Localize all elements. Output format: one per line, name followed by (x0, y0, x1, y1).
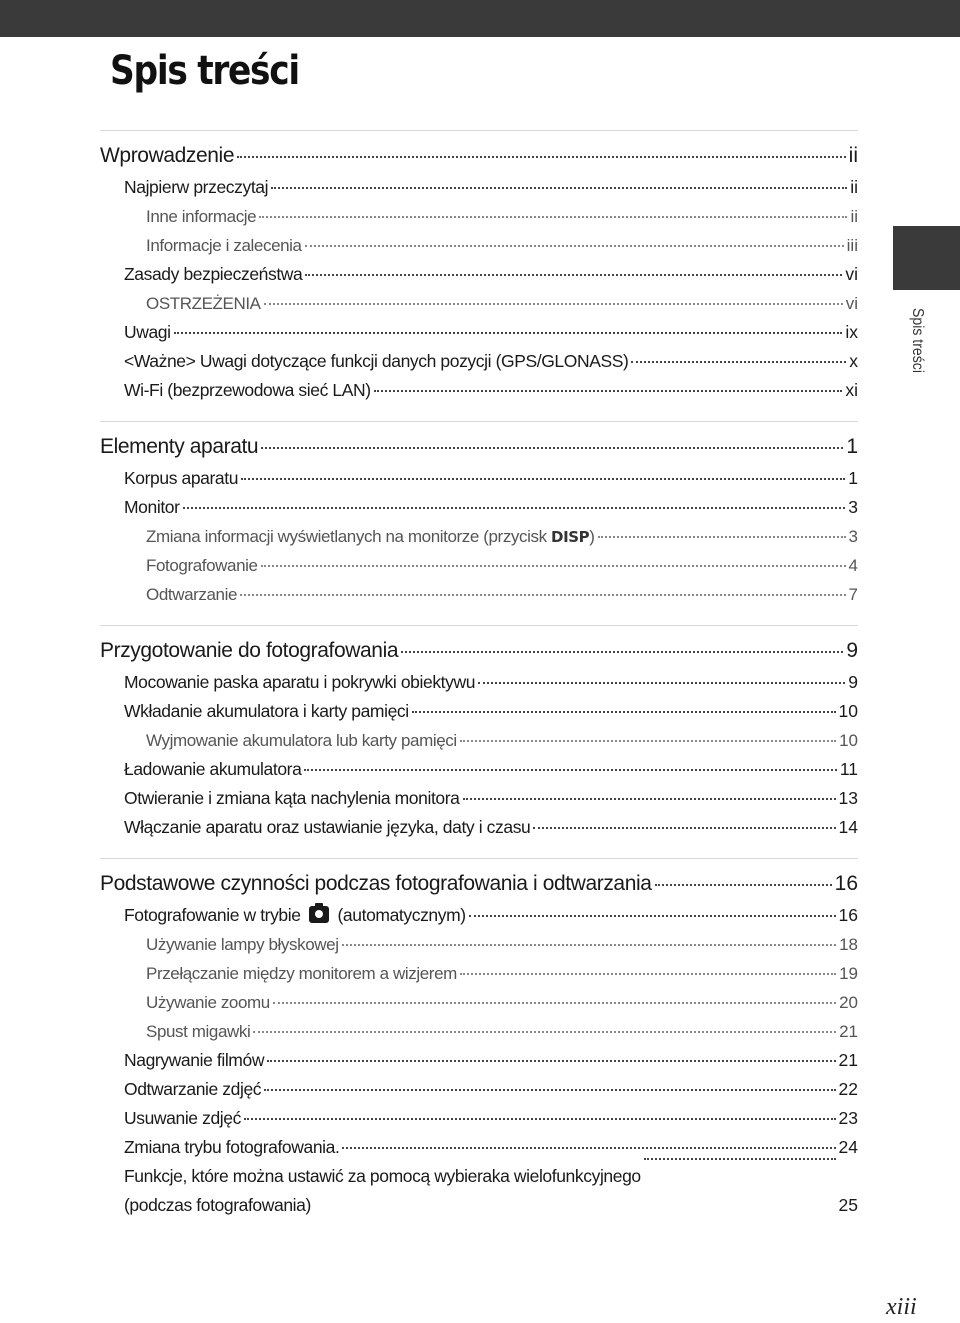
toc-entry[interactable] (100, 139, 858, 173)
toc-entry[interactable] (100, 634, 858, 668)
toc-entry[interactable] (100, 1162, 858, 1220)
toc-entry-title-text: Najpierw przeczytaj (124, 177, 269, 197)
dot-leader (264, 303, 843, 305)
toc-entry-page: 10 (838, 701, 858, 721)
toc-entry[interactable] (100, 1017, 858, 1046)
toc-section (100, 421, 858, 625)
toc-entry-page: 19 (839, 964, 858, 983)
toc-entry-title (124, 376, 371, 405)
toc-entry-page: 25 (838, 1195, 858, 1215)
toc-entry[interactable] (100, 464, 858, 493)
toc-entry-page: iii (846, 236, 858, 255)
dot-leader (631, 361, 846, 363)
toc-entry-page: ii (850, 177, 858, 197)
toc-entry[interactable] (100, 726, 858, 755)
toc-entry-page: 16 (838, 905, 858, 925)
toc-entry[interactable] (100, 1104, 858, 1133)
page-number: xiii (886, 1294, 917, 1320)
toc-entry-page: 9 (848, 672, 858, 692)
toc-entry-title (124, 347, 628, 376)
toc-entry-title (124, 493, 180, 522)
toc-entry-page: 21 (839, 1022, 858, 1041)
toc-entry-page: 21 (838, 1050, 858, 1070)
toc-entry[interactable] (100, 522, 858, 551)
toc-entry-title (124, 813, 530, 842)
toc-entry-title (124, 1133, 339, 1162)
dot-leader (342, 944, 836, 946)
toc-entry-page: 16 (834, 872, 858, 895)
dot-leader (478, 682, 845, 684)
toc-section (100, 625, 858, 858)
table-of-contents (100, 130, 858, 1236)
side-tab-marker (893, 226, 960, 290)
toc-entry-title-text: Otwieranie i zmiana kąta nachylenia monitora (124, 788, 460, 808)
toc-entry-title-text: Wi-Fi (bezprzewodowa sieć LAN) (124, 380, 371, 400)
toc-entry-page: 9 (846, 639, 858, 662)
dot-leader (304, 769, 836, 771)
toc-entry-page: 1 (846, 435, 858, 458)
dot-leader (305, 274, 842, 276)
toc-entry-title (124, 697, 409, 726)
toc-entry[interactable] (100, 173, 858, 202)
dot-leader (469, 915, 836, 917)
toc-entry[interactable] (100, 551, 858, 580)
dot-leader (240, 594, 845, 596)
toc-entry-title-text: Mocowanie paska aparatu i pokrywki obiektywu (124, 672, 476, 692)
toc-entry[interactable] (100, 231, 858, 260)
toc-entry-title-text: Zmiana informacji wyświetlanych na monitorze (przycisk (146, 527, 552, 546)
toc-entry[interactable] (100, 376, 858, 405)
toc-entry-title (100, 430, 258, 464)
toc-entry-page: 13 (838, 788, 858, 808)
toc-section (100, 858, 858, 1236)
toc-entry-title (100, 867, 652, 901)
toc-entry[interactable] (100, 318, 858, 347)
dot-leader (533, 827, 835, 829)
toc-entry[interactable] (100, 493, 858, 522)
disp-button-glyph: DISP (551, 528, 590, 546)
dot-leader (412, 711, 836, 713)
dot-leader (241, 478, 845, 480)
toc-entry-title-text: Używanie zoomu (146, 993, 270, 1012)
toc-entry[interactable] (100, 1046, 858, 1075)
toc-entry-title (146, 551, 258, 580)
toc-entry-title-text: Uwagi (124, 322, 171, 342)
toc-entry-page: 18 (839, 935, 858, 954)
toc-entry-title (124, 1075, 261, 1104)
toc-entry-title-text: Przełączanie między monitorem a wizjerem (146, 964, 457, 983)
toc-entry-title-text: Wyjmowanie akumulatora lub karty pamięci (146, 731, 457, 750)
toc-entry-title (124, 260, 302, 289)
toc-entry-title-text: Spust migawki (146, 1022, 251, 1041)
toc-entry-title (124, 668, 475, 697)
toc-entry-title-text: Korpus aparatu (124, 468, 239, 488)
toc-entry[interactable] (100, 260, 858, 289)
toc-entry[interactable] (100, 930, 858, 959)
dot-leader (644, 1158, 836, 1160)
toc-entry-title (124, 1162, 641, 1220)
camera-auto-icon (309, 906, 329, 923)
toc-entry-title (146, 1017, 250, 1046)
toc-entry-page: 4 (848, 556, 858, 575)
toc-entry-title-text: Fotografowanie w trybie (124, 905, 306, 925)
toc-entry-title-text: <Ważne> Uwagi dotyczące funkcji danych pozycji (GPS/GLONASS) (124, 351, 629, 371)
toc-entry-title (124, 901, 466, 930)
toc-entry-title-suffix: ) (589, 527, 595, 546)
toc-entry-title (146, 726, 457, 755)
toc-entry-title-text: Odtwarzanie (146, 585, 238, 604)
dot-leader (253, 1031, 836, 1033)
toc-entry-title (146, 231, 302, 260)
toc-entry-page: 23 (838, 1108, 858, 1128)
dot-leader (174, 332, 843, 334)
dot-leader (271, 187, 847, 189)
dot-leader (460, 740, 836, 742)
toc-entry-title-text: Zasady bezpieczeństwa (124, 264, 303, 284)
toc-entry[interactable] (100, 347, 858, 376)
dot-leader (655, 884, 832, 886)
toc-entry-title-text: Informacje i zalecenia (146, 236, 302, 255)
toc-entry-page: 20 (839, 993, 858, 1012)
toc-entry[interactable] (100, 901, 858, 930)
toc-entry-page: 24 (838, 1137, 858, 1157)
toc-entry[interactable] (100, 430, 858, 464)
toc-entry-page: 7 (848, 585, 858, 604)
toc-entry-title (124, 784, 460, 813)
toc-entry-page: xi (845, 380, 858, 400)
toc-entry-title-text: Inne informacje (146, 207, 257, 226)
toc-entry-title (124, 318, 171, 347)
dot-leader (598, 536, 846, 538)
toc-entry-page: x (849, 351, 858, 371)
toc-entry-title-text: Fotografowanie (146, 556, 258, 575)
dot-leader (261, 447, 843, 449)
toc-entry-page: 3 (848, 497, 858, 517)
dot-leader (237, 156, 846, 158)
dot-leader (273, 1002, 836, 1004)
toc-entry-title (146, 988, 270, 1017)
toc-entry-title-text: Ładowanie akumulatora (124, 759, 302, 779)
toc-entry[interactable] (100, 289, 858, 318)
toc-entry-title (100, 634, 398, 668)
side-section-label: Spis treści (909, 308, 926, 373)
toc-entry-title-text: Wprowadzenie (100, 144, 235, 167)
toc-entry-title (146, 522, 595, 552)
dot-leader (261, 565, 846, 567)
toc-entry-title (146, 959, 457, 988)
dot-leader (259, 216, 847, 218)
toc-entry-title-text: Odtwarzanie zdjęć (124, 1079, 262, 1099)
toc-entry[interactable] (100, 867, 858, 901)
toc-entry-title-text: Nagrywanie filmów (124, 1050, 265, 1070)
toc-entry[interactable] (100, 959, 858, 988)
toc-entry-title (124, 173, 268, 202)
toc-entry[interactable] (100, 1075, 858, 1104)
toc-entry[interactable] (100, 580, 858, 609)
toc-entry-page: ii (850, 207, 858, 226)
toc-entry-title-text: Zmiana trybu fotografowania. (124, 1137, 340, 1157)
top-header-bar (0, 0, 960, 37)
toc-entry-page: 10 (839, 731, 858, 750)
dot-leader (183, 507, 846, 509)
dot-leader (267, 1060, 835, 1062)
toc-entry-title (100, 139, 234, 173)
toc-entry-title (146, 930, 339, 959)
toc-entry[interactable] (100, 813, 858, 842)
toc-entry-title-text: Usuwanie zdjęć (124, 1108, 241, 1128)
toc-section (100, 130, 858, 421)
toc-entry[interactable] (100, 755, 858, 784)
toc-entry-title-text: OSTRZEŻENIA (146, 294, 261, 313)
toc-entry-title (124, 755, 301, 784)
toc-entry-title-suffix: (automatycznym) (333, 905, 466, 925)
toc-entry-title-line2: (podczas fotografowania) (124, 1195, 311, 1215)
dot-leader (264, 1089, 835, 1091)
toc-entry-title (124, 1104, 241, 1133)
dot-leader (374, 390, 843, 392)
toc-entry-title (146, 202, 256, 231)
toc-entry[interactable] (100, 668, 858, 697)
dot-leader (244, 1118, 836, 1120)
dot-leader (463, 798, 836, 800)
toc-entry-title-text: Elementy aparatu (100, 435, 259, 458)
toc-entry[interactable] (100, 202, 858, 231)
toc-entry-title (124, 464, 238, 493)
toc-entry-page: 3 (848, 527, 858, 546)
toc-entry-title-text: Podstawowe czynności podczas fotografowania i odtwarzania (100, 872, 652, 895)
toc-entry-page: 14 (838, 817, 858, 837)
toc-entry-title-text: Przygotowanie do fotografowania (100, 639, 399, 662)
toc-entry-page: vi (845, 294, 858, 313)
dot-leader (342, 1147, 835, 1149)
dot-leader (460, 973, 836, 975)
toc-entry-page: vi (845, 264, 858, 284)
dot-leader (305, 245, 844, 247)
toc-entry-page: 22 (838, 1079, 858, 1099)
toc-entry-title-text: Monitor (124, 497, 180, 517)
toc-entry[interactable] (100, 784, 858, 813)
dot-leader (401, 651, 843, 653)
toc-entry-title-text: Wkładanie akumulatora i karty pamięci (124, 701, 409, 721)
toc-entry-title-text: Funkcje, które można ustawić za pomocą wybieraka wielofunkcyjnego (124, 1166, 641, 1186)
toc-entry-page: 1 (848, 468, 858, 488)
toc-entry-page: ix (845, 322, 858, 342)
toc-entry-title-text: Włączanie aparatu oraz ustawianie języka, daty i czasu (124, 817, 531, 837)
toc-entry-page: ii (848, 144, 858, 167)
page-title: Spis treści (110, 48, 299, 94)
toc-entry-page: 11 (839, 759, 858, 779)
toc-entry-title (146, 289, 261, 318)
toc-entry-title-text: Używanie lampy błyskowej (146, 935, 339, 954)
toc-entry[interactable] (100, 988, 858, 1017)
toc-entry-title (124, 1046, 264, 1075)
toc-entry[interactable] (100, 697, 858, 726)
toc-entry-title (146, 580, 237, 609)
